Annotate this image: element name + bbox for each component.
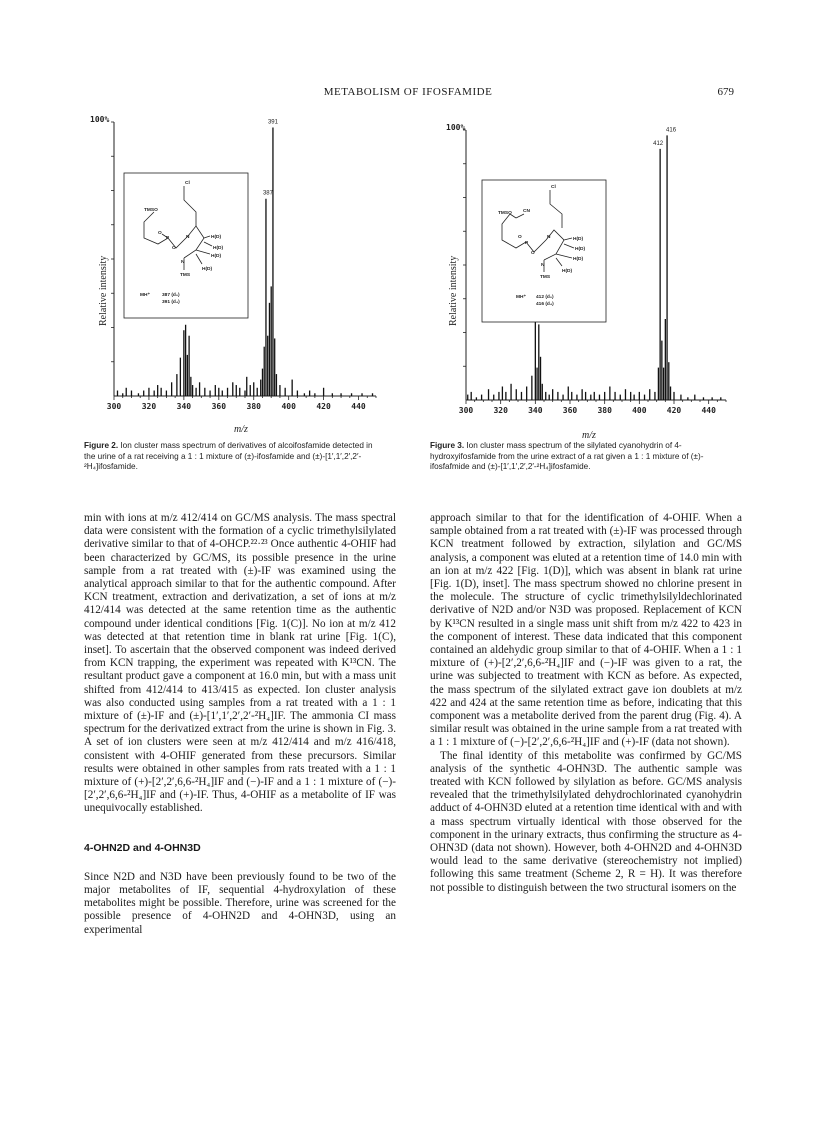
peak-label: 412 bbox=[653, 140, 664, 147]
inset-label: TMSO bbox=[498, 211, 512, 216]
caption-text: Ion cluster mass spectrum of derivatives of alcoifosfamide detected in the urine of a rat receiving a 1 : 1 mixture of (±)-ifosfamide and (±)-[1′,1′,2′,2′-²H₄]ifosfamide. bbox=[84, 441, 373, 471]
x-tick-label: 400 bbox=[281, 402, 296, 411]
figure-2 bbox=[84, 108, 392, 493]
peak-label: 391 bbox=[267, 119, 278, 126]
x-tick-label: 440 bbox=[701, 406, 716, 415]
inset-label: H(D) bbox=[211, 254, 222, 259]
inset-label: TMS bbox=[180, 273, 191, 278]
caption-text: Ion cluster mass spectrum of the silylated cyanohydrin of 4-hydroxyifosfamide from the urine extract of a rat given a 1 : 1 mixture of (±)-ifosfafmide and (±)-[1′,1′,2′,2′-²H₄]ifosfamide. bbox=[430, 441, 704, 471]
body-paragraph: approach similar to that for the identification of 4-OHIF. When a sample obtained from a rat treated with (±)-IF was processed through KCN treatment followed by extraction, silylation and GC/MS analysis, a component was eluted at a retention time of 14.0 min with an ion at m/z 422 [Fig. 1(D)], which was absent in blank rat urine [Fig. 1(D), inset]. The mass spectrum showed no chlorine present in the molecule. The structure of cyclic trimethylsilyldechlorinated derivative of N2D and/or N3D was proposed. Replacement of KCN by K¹³CN resulted in a single mass unit shift from m/z 422 to 423 in the component of interest. These data indicated that this component contained an aldehydic group similar to that of 4-OHIF. When a 1 : 1 mixture of (+)-[2′,2′,6,6-²H₄]IF and (−)-IF was given to a rat, the urine was subjected to treatment with KCN as before. As expected, the mass spectrum of the silylated extract gave ion doublets at m/z 422 and 424 at the same retention time as before, indicating that this component was a metabolite derived from the parent drug (Fig. 4). A similar result was obtained in the urine sample from a rat treated with a 1 : 1 mixture of (−)-[2′,2′,6,6-²H₄]IF and (+)-IF (data not shown). bbox=[430, 512, 742, 749]
inset-atom: N bbox=[181, 260, 185, 265]
x-tick-label: 340 bbox=[176, 402, 192, 411]
peak-label: 387 bbox=[262, 190, 273, 197]
figure-2-chart bbox=[84, 108, 392, 438]
page-number: 679 bbox=[717, 86, 734, 98]
peak-label: 416 bbox=[666, 127, 677, 134]
section-heading: 4-OHN2D and 4-OHN3D bbox=[84, 841, 201, 854]
x-tick-label: 420 bbox=[316, 402, 331, 411]
inset-label: H(D) bbox=[213, 246, 224, 251]
inset-label: CN bbox=[523, 209, 530, 214]
running-title: METABOLISM OF IFOSFAMIDE bbox=[323, 86, 493, 98]
x-axis-label: m/z bbox=[234, 424, 248, 435]
inset-mh-line: 412 (d₀) bbox=[536, 295, 554, 300]
figure-3-structure-inset bbox=[482, 180, 606, 322]
inset-atom: N bbox=[547, 235, 551, 240]
inset-label: H(D) bbox=[211, 235, 222, 240]
inset-atom: P bbox=[166, 236, 170, 241]
inset-atom: N bbox=[541, 263, 545, 268]
inset-mh-line: 391 (d₄) bbox=[162, 300, 180, 305]
figure-2-caption bbox=[84, 441, 374, 473]
inset-mh-line: 387 (d₀) bbox=[162, 293, 180, 298]
y-axis-label: Relative intensity bbox=[98, 255, 109, 326]
inset-label: H(D) bbox=[202, 267, 213, 272]
inset-atom: O bbox=[158, 231, 162, 236]
x-tick-label: 340 bbox=[528, 406, 543, 415]
x-axis-label: m/z bbox=[582, 430, 596, 438]
x-tick-label: 360 bbox=[562, 406, 578, 415]
x-tick-label: 360 bbox=[211, 402, 227, 411]
y-axis-label: Relative intensity bbox=[448, 255, 459, 326]
x-tick-label: 380 bbox=[246, 402, 261, 411]
inset-atom: O bbox=[531, 251, 535, 256]
inset-label: H(D) bbox=[573, 237, 584, 242]
inset-atom: O bbox=[172, 246, 176, 251]
inset-label: H(D) bbox=[562, 269, 573, 274]
inset-label: H(D) bbox=[573, 257, 584, 262]
x-tick-label: 300 bbox=[458, 406, 474, 415]
inset-mh-label: MH⁺ bbox=[140, 293, 150, 298]
caption-label: Figure 3. bbox=[430, 441, 465, 450]
caption-label: Figure 2. bbox=[84, 441, 119, 450]
inset-label: TMSO bbox=[144, 208, 158, 213]
body-paragraph: The final identity of this metabolite was confirmed by GC/MS analysis of the synthetic 4-OHN3D. The authentic sample was treated with KCN followed by silylation as before. GC/MS analysis revealed that the trimethylsilylated dehydrochlorinated cyanohydrin adduct of 4-OHN3D eluted at a retention time identical with and with a mass spectrum virtually identical with those observed for the component in the urinary extracts, thus confirming the structure as 4-OHN3D (data not shown). However, both 4-OHN2D and 4-OHN3D would lead to the same derivative (stereochemistry not implied) following this same treatment (Scheme 2, R = H). It was therefore not possible to distinguish between the two structural isomers on the bbox=[430, 749, 742, 894]
inset-mh-label: MH⁺ bbox=[516, 295, 526, 300]
figure-3-caption bbox=[430, 441, 730, 473]
x-tick-label: 440 bbox=[351, 402, 366, 411]
figure-3 bbox=[430, 108, 740, 493]
x-tick-label: 320 bbox=[493, 406, 508, 415]
x-tick-label: 400 bbox=[632, 406, 647, 415]
right-column bbox=[430, 512, 742, 895]
inset-label: H(D) bbox=[575, 247, 586, 252]
x-tick-label: 420 bbox=[666, 406, 682, 415]
inset-label: TMS bbox=[540, 275, 551, 280]
inset-atom: P bbox=[525, 241, 529, 246]
y-top-label: 100% bbox=[446, 123, 466, 132]
figure-2-structure-inset bbox=[124, 173, 248, 318]
inset-atom: N bbox=[186, 235, 190, 240]
body-paragraph: min with ions at m/z 412/414 on GC/MS analysis. The mass spectral data were consistent with the formation of a cyclic trimethylsilylated derivative similar to that of 4-OHCP.²²·²³ Once authentic 4-OHIF had been characterized by GC/MS, its possible presence in the urine sample from a rat treated with (±)-IF was examined using the analytical approach similar to that for the authentic compound. After KCN treatment, extraction and derivatization, a set of ions at m/z 412/414 was detected at the same retention time as the authentic compound under identical conditions [Fig. 1(C)]. No ion at m/z 412 was detected at that retention time in blank rat urine [Fig. 1(C), inset]. To ascertain that the observed component was indeed derived from KCN trapping, the experiment was repeated with K¹³CN. The resultant product gave a component at 16.0 min, but with a mass unit shifted from 412/414 to 413/415 as expected. Ion cluster analysis was also conducted using samples from a rat treated with a 1 : 1 mixture of (±)-IF and (±)-[1′,1′,2′,2′-²H₄]IF. The ammonia CI mass spectrum for the derivatized extract from the urine is shown in Fig. 3. A set of ion clusters were seen at m/z 412/414 and m/z 416/418, consistent with 4-OHIF generated from these precursors. Similar results were obtained in other samples from rats treated with a 1 : 1 mixture of (+)-[2′,2′,6,6-²H₄]IF and (−)-IF and a 1 : 1 mixture of (−)-[2′,2′,6,6-²H₄]IF and (+)-IF. Thus, 4-OHIF as a metabolite of IF was unequivocally established. bbox=[84, 512, 396, 815]
running-header bbox=[0, 86, 816, 102]
inset-atom: O bbox=[518, 235, 522, 240]
x-tick-label: 380 bbox=[597, 406, 612, 415]
x-tick-label: 320 bbox=[141, 402, 157, 411]
inset-mh-line: 416 (d₄) bbox=[536, 302, 554, 307]
inset-label: Cl bbox=[185, 181, 190, 186]
x-tick-label: 300 bbox=[106, 402, 122, 411]
left-column bbox=[84, 512, 396, 937]
figure-3-chart bbox=[430, 108, 740, 438]
inset-label: Cl bbox=[551, 185, 556, 190]
y-top-label: 100% bbox=[90, 115, 110, 124]
body-paragraph: Since N2D and N3D have been previously found to be two of the major metabolites of IF, sequential 4-hydroxylation of these metabolites might be possible. Therefore, urine was screened for the possible presence of 4-OHN2D and 4-OHN3D, using an experimental bbox=[84, 870, 396, 936]
